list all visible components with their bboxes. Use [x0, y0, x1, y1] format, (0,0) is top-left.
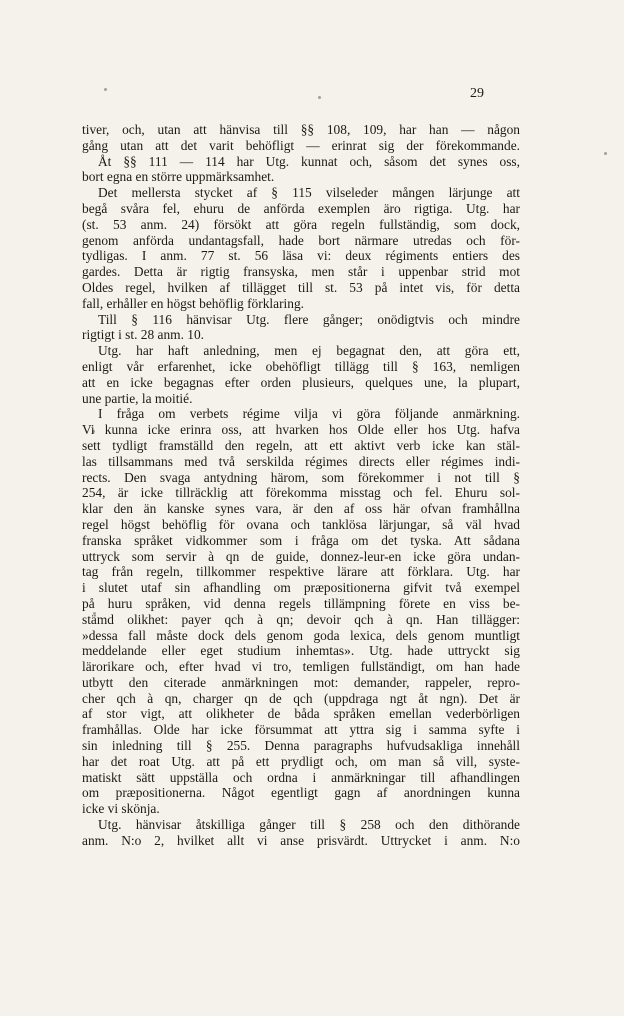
text-line: af stor vigt, att olikheter de båda språken emellan vederbörligen — [82, 706, 520, 722]
text-line: Till § 116 hänvisar Utg. flere gånger; onödigtvis och mindre — [98, 311, 520, 327]
ink-speck — [104, 88, 107, 91]
text-line: rigtigt i st. 28 anm. 10. — [82, 327, 204, 343]
text-line: regel högst behöflig för ovana och tanklösa lärjungar, så väl hvad — [82, 516, 520, 532]
text-line: har det roat Utg. att på ett prydligt och, om man så vill, syste- — [82, 753, 520, 769]
text-line: matiskt sätt uppställa och ordna i anmärkningar till afhandlingen — [82, 769, 520, 785]
text-line: om præpositionerna. Något egentligt gagn af anordningen kunna — [82, 785, 520, 801]
text-line: att en icke begagnas efter orden plusieurs, quelques une, la plupart, — [82, 374, 520, 390]
ink-speck — [318, 96, 321, 99]
text-line: i slutet utaf sin afhandling om præpositionerna gifvit två exempel — [82, 580, 520, 596]
text-line: meddelande eller eget studium inhemtas». Utg. hade uttryckt sig — [82, 643, 520, 659]
text-line: Åt §§ 111 — 114 har Utg. kunnat och, såsom det synes oss, — [98, 153, 520, 169]
text-line: framhållas. Olde har icke försummat att yttra sig i samma syfte i — [82, 722, 520, 738]
text-line: lärorikare och, efter hvad vi tro, temligen fullständigt, om han hade — [82, 659, 520, 675]
text-line: bort egna en större uppmärksamhet. — [82, 169, 275, 185]
text-line: begå svåra fel, ehuru de anförda exemplen äro rigtiga. Utg. har — [82, 200, 520, 216]
text-line: tydligas. I anm. 77 st. 56 läsa vi: deux régiments entiers des — [82, 248, 520, 264]
text-line: 254, är icke tillräcklig att förekomma misstag och fel. Ehuru sol- — [82, 485, 520, 501]
text-line: tiver, och, utan att hänvisa till §§ 108, 109, har han — någon — [82, 122, 520, 137]
text-line: cher qch à qn, charger qn de qch (uppdraga ngt åt ngn). Det är — [82, 690, 520, 706]
text-line: une partie, la moitié. — [82, 390, 193, 406]
text-line: anm. N:o 2, hvilket allt vi anse prisvärdt. Uttrycket i anm. N:o — [82, 832, 520, 848]
text-line: icke vi skönja. — [82, 801, 160, 817]
text-line: på huru språken, vid denna regels tillämpning förete en viss be- — [82, 595, 520, 611]
text-line: gardes. Detta är rigtig fransyska, men står i uppenbar strid mot — [82, 264, 520, 280]
text-line: gång utan att det varit behöfligt — erinrat sig der förekommande. — [82, 137, 520, 153]
text-line: fall, erhåller en högst behöflig förklaring. — [82, 295, 304, 311]
text-line: utbytt den citerade anmärkningen mot: demander, rappeler, repro- — [82, 674, 520, 690]
text-line: Oldes regel, hvilken af tillägget till st. 53 på intet vis, för detta — [82, 279, 520, 295]
text-line: klar den än kanske synes vara, är den af oss här ofvan framhållna — [82, 501, 520, 517]
text-line: rects. Den svaga antydning härom, som förekommer i not till § — [82, 469, 520, 485]
ink-speck — [604, 152, 607, 155]
text-line: »dessa fall måste dock dels genom goda lexica, dels genom muntligt — [82, 627, 520, 643]
text-line: genom anförda undantagsfall, hade bort närmare utredas och för- — [82, 232, 520, 248]
text-line: sett tydligt framställd den regeln, att ett aktivt verb icke kan stäl- — [82, 437, 520, 453]
text-line: tag från regeln, tillkommer respektive lärare att förklara. Utg. har — [82, 564, 520, 580]
text-line: (st. 53 anm. 24) försökt att göra regeln fullständig, som dock, — [82, 216, 520, 232]
text-line: Det mellersta stycket af § 115 vilseleder mången lärjunge att — [98, 185, 520, 201]
text-line: franska språket vidkommer som i fråga om det tyska. Att sådana — [82, 532, 520, 548]
text-line: las tillsammans med två serskilda régimes directs eller régimes indi- — [82, 453, 520, 469]
text-line: enligt vår erfarenhet, icke obehöfligt tillägg till § 163, nemligen — [82, 358, 520, 374]
text-line: uttryck som servir à qn de guide, donnez-leur-en icke göra undan- — [82, 548, 520, 564]
page-number: 29 — [470, 86, 484, 101]
text-line: I fråga om verbets régime vilja vi göra följande anmärkning. — [98, 406, 520, 422]
text-line: stämd olikhet: payer qch à qn; devoir qch à qn. Han tillägger: — [82, 611, 520, 627]
text-line: sin inledning till § 255. Denna paragraphs hufvudsakliga innehåll — [82, 738, 520, 754]
text-line: Utg. har haft anledning, men ej begagnat den, att göra ett, — [98, 343, 520, 359]
body-text — [82, 122, 520, 849]
text-line: Utg. hänvisar åtskilliga gånger till § 258 och den dithörande — [98, 817, 520, 833]
text-line: Vi kunna icke erinra oss, att hvarken hos Olde eller hos Utg. hafva — [82, 422, 520, 438]
